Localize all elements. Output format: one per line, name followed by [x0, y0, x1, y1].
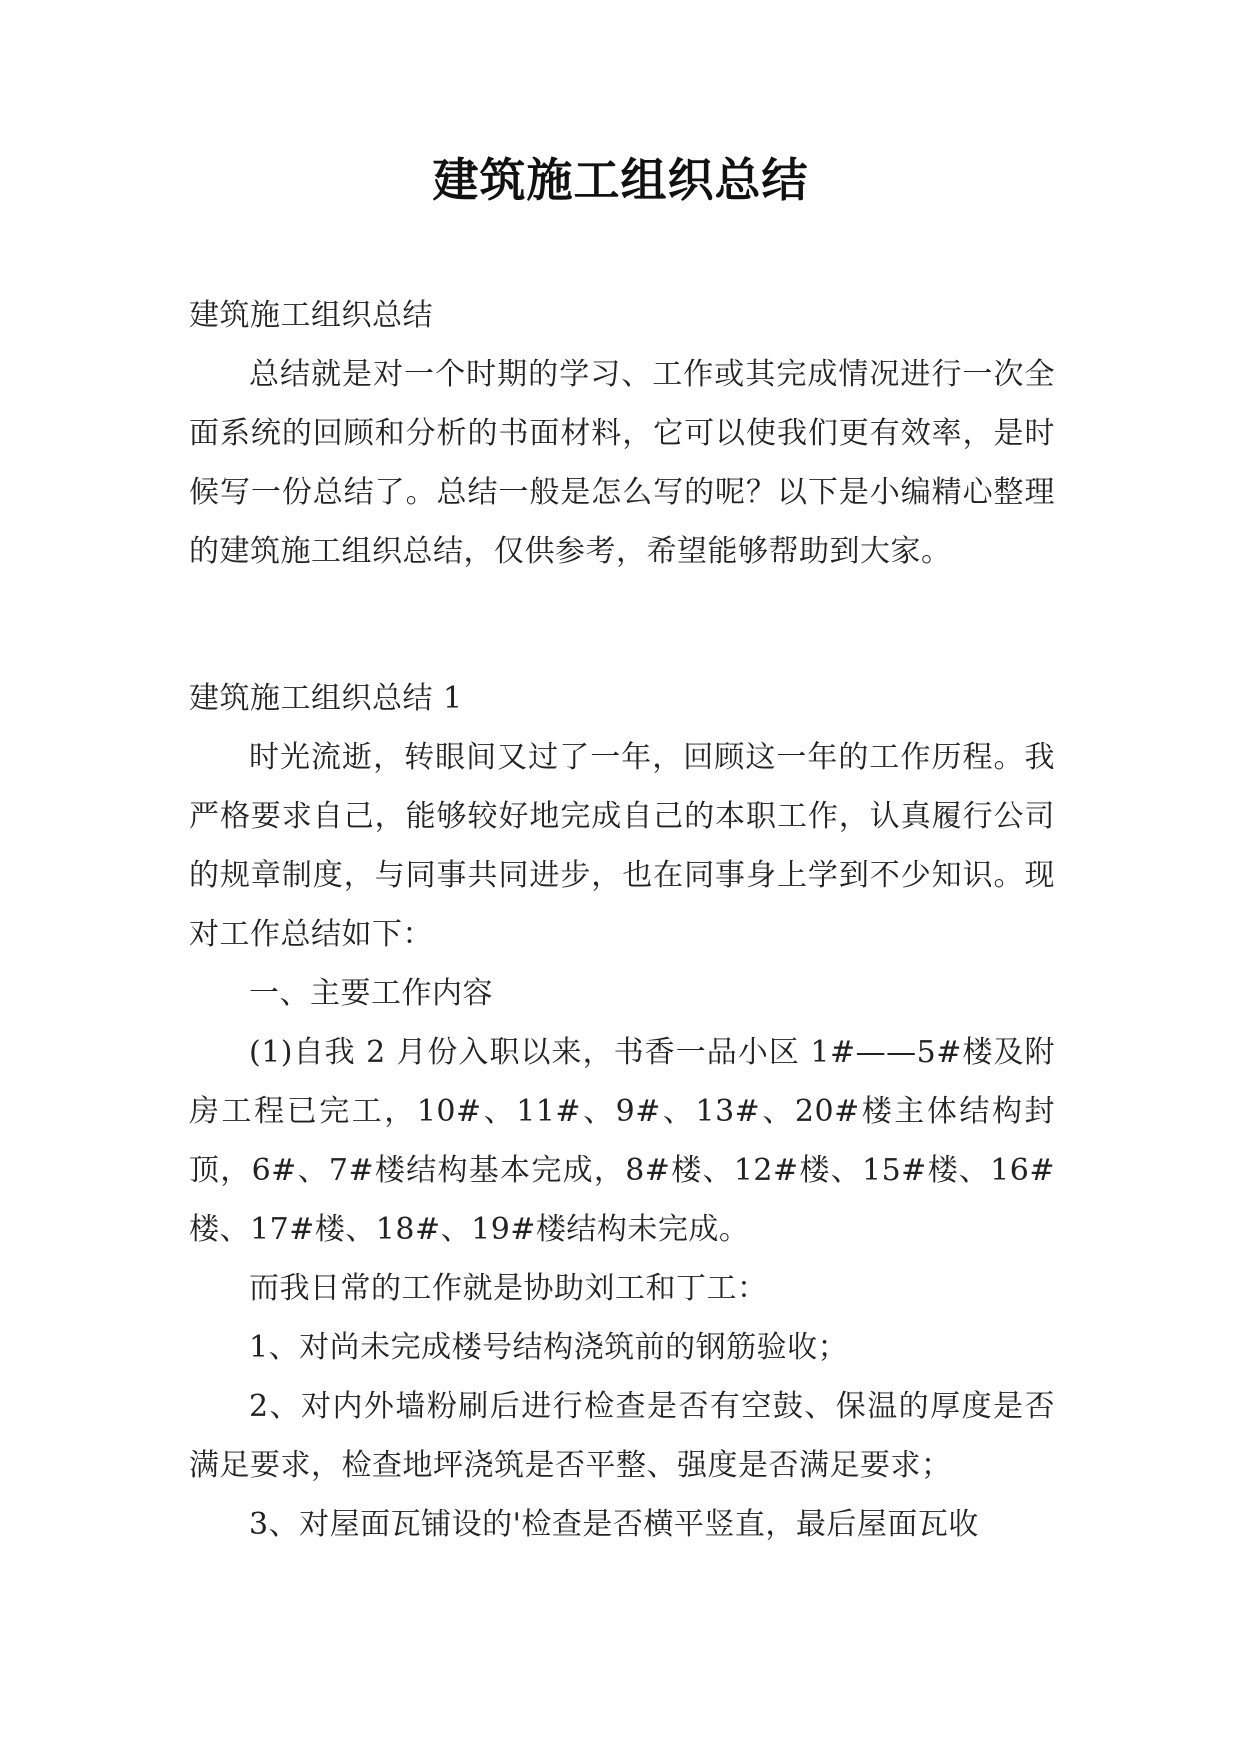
document-title: 建筑施工组织总结: [432, 153, 809, 207]
document-body: [189, 286, 1055, 1554]
section1-paragraph: 一、主要工作内容: [249, 976, 493, 1011]
section1-paragraph: 3、对屋面瓦铺设的'检查是否横平竖直，最后屋面瓦收: [249, 1507, 979, 1542]
section-spacer: [189, 581, 1055, 669]
intro-heading: 建筑施工组织总结: [189, 298, 433, 333]
section1-paragraph: 而我日常的工作就是协助刘工和丁工：: [249, 1271, 768, 1306]
section1-heading: 建筑施工组织总结 1: [189, 681, 463, 716]
section1-paragraph: (1)自我 2 月份入职以来，书香一品小区 1#——5#楼及附房工程已完工，10#、11#、9#、13#、20#楼主体结构封顶，6#、7#楼结构基本完成，8#楼、12#楼、15#楼、16#楼、17#楼、18#、19#楼结构未完成。: [189, 1035, 1055, 1247]
section1-paragraph: 时光流逝，转眼间又过了一年，回顾这一年的工作历程。我严格要求自己，能够较好地完成自己的本职工作，认真履行公司的规章制度，与同事共同进步，也在同事身上学到不少知识。现对工作总结如下：: [189, 740, 1055, 952]
intro-paragraph: 总结就是对一个时期的学习、工作或其完成情况进行一次全面系统的回顾和分析的书面材料，它可以使我们更有效率，是时候写一份总结了。总结一般是怎么写的呢？以下是小编精心整理的建筑施工组织总结，仅供参考，希望能够帮助到大家。: [189, 357, 1055, 569]
section1-paragraph: 1、对尚未完成楼号结构浇筑前的钢筋验收；: [249, 1330, 849, 1365]
section1-paragraph: 2、对内外墙粉刷后进行检查是否有空鼓、保温的厚度是否满足要求，检查地坪浇筑是否平整、强度是否满足要求；: [189, 1389, 1055, 1483]
